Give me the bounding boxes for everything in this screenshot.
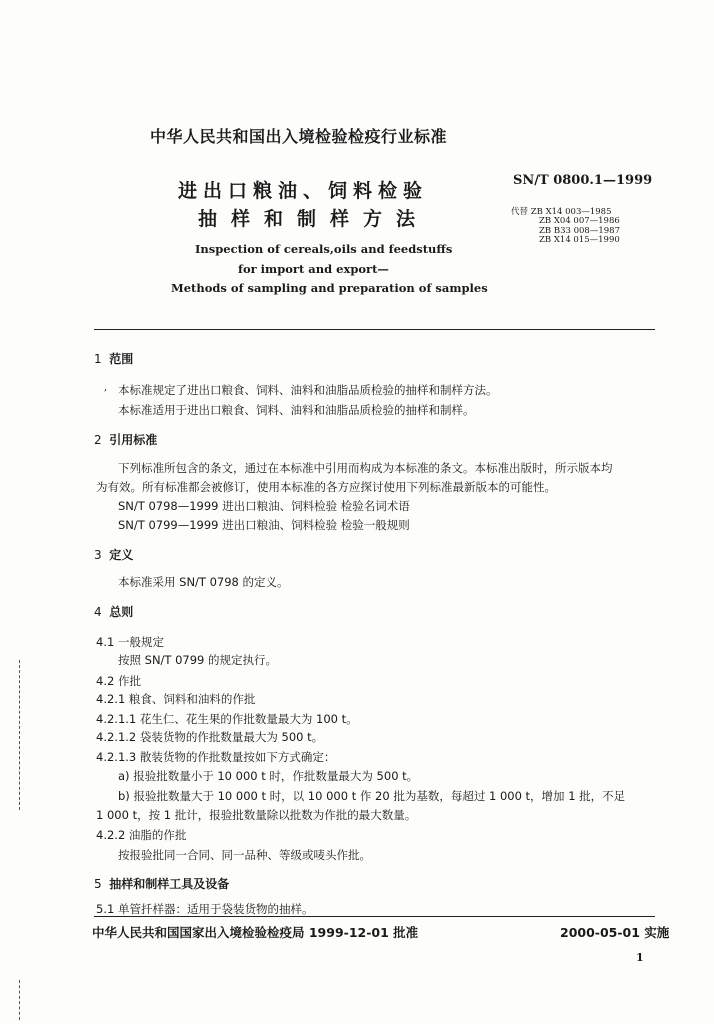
section-title: 范围 bbox=[109, 352, 134, 366]
section-heading bbox=[94, 350, 133, 367]
paragraph-line: 本标准采用 SN/T 0798 的定义。 bbox=[118, 575, 289, 589]
replaces-item: ZB X04 007—1986 bbox=[539, 216, 620, 227]
paragraph-line: SN/T 0799—1999 进出口粮油、饲料检验 检验一般规则 bbox=[118, 518, 410, 532]
title-en-line2: for import and export— bbox=[238, 262, 389, 276]
title-zh-line1: 进出口粮油、饲料检验 bbox=[178, 180, 429, 202]
footer-rule bbox=[94, 916, 655, 917]
paragraph-line: 本标准适用于进出口粮食、饲料、油料和油脂品质检验的抽样和制样。 bbox=[118, 403, 475, 417]
paragraph-line: 5.1 单管扦样器：适用于袋装货物的抽样。 bbox=[96, 902, 314, 916]
section-title: 引用标准 bbox=[109, 433, 158, 447]
issuer-header: 中华人民共和国出入境检验检疫行业标准 bbox=[150, 127, 448, 146]
scan-artifact-line bbox=[19, 980, 20, 1020]
section-heading bbox=[94, 546, 133, 563]
scan-artifact-line bbox=[19, 660, 20, 810]
paragraph-line: 按照 SN/T 0799 的规定执行。 bbox=[118, 653, 278, 667]
paragraph-line: 按报验批同一合同、同一品种、等级或唛头作批。 bbox=[118, 848, 371, 862]
paragraph-line: 本标准规定了进出口粮食、饲料、油料和油脂品质检验的抽样和制样方法。 bbox=[118, 383, 498, 397]
paragraph-line: 4.2.1 粮食、饲料和油料的作批 bbox=[96, 692, 256, 706]
approval-text: 中华人民共和国国家出入境检验检疫局 1999-12-01 批准 bbox=[92, 925, 419, 940]
section-number: 3 bbox=[94, 548, 102, 562]
paragraph-line: 4.2.2 油脂的作批 bbox=[96, 828, 187, 842]
replaces-item: ZB X14 003—1985 bbox=[530, 207, 612, 217]
effective-date: 2000-05-01 实施 bbox=[560, 925, 670, 940]
section-title: 定义 bbox=[109, 548, 134, 562]
section-title: 总则 bbox=[109, 605, 134, 619]
replaces-item: ZB X14 015—1990 bbox=[539, 235, 620, 246]
paragraph-line: SN/T 0798—1999 进出口粮油、饲料检验 检验名词术语 bbox=[118, 499, 410, 513]
paragraph-line: 4.2.1.2 袋装货物的作批数量最大为 500 t。 bbox=[96, 730, 324, 744]
header-rule bbox=[94, 329, 655, 330]
title-zh-line2: 抽样和制样方法 bbox=[198, 208, 430, 230]
paragraph-line: 下列标准所包含的条文，通过在本标准中引用而构成为本标准的条文。本标准出版时，所示版本均 bbox=[118, 461, 613, 475]
replaces-item: ZB B33 008—1987 bbox=[539, 225, 620, 236]
paragraph-line: 4.2 作批 bbox=[96, 674, 141, 688]
paragraph-line: 4.2.1.1 花生仁、花生果的作批数量最大为 100 t。 bbox=[96, 712, 358, 726]
section-heading bbox=[94, 431, 157, 448]
section-number: 2 bbox=[94, 433, 102, 447]
paragraph-line: 1 000 t，按 1 批计，报验批数量除以批数为作批的最大数量。 bbox=[96, 808, 417, 822]
standard-number: SN/T 0800.1—1999 bbox=[513, 173, 653, 188]
page-number: 1 bbox=[636, 951, 644, 964]
paragraph-line: 4.1 一般规定 bbox=[96, 635, 164, 649]
paragraph-line: a) 报验批数量小于 10 000 t 时，作批数量最大为 500 t。 bbox=[118, 769, 419, 783]
section-title: 抽样和制样工具及设备 bbox=[109, 877, 230, 891]
section-number: 4 bbox=[94, 605, 102, 619]
scan-artifact-mark: , bbox=[104, 382, 108, 393]
paragraph-line: b) 报验批数量大于 10 000 t 时，以 10 000 t 作 20 批为基数，每超过 1 000 t，增加 1 批，不足 bbox=[118, 789, 626, 803]
section-number: 1 bbox=[94, 352, 102, 366]
replaces-block bbox=[511, 208, 620, 246]
paragraph-line: 为有效。所有标准都会被修订，使用本标准的各方应探讨使用下列标准最新版本的可能性。 bbox=[96, 480, 556, 494]
paragraph-line: 4.2.1.3 散装货物的作批数量按如下方式确定： bbox=[96, 750, 336, 764]
section-number: 5 bbox=[94, 877, 102, 891]
section-heading bbox=[94, 603, 133, 620]
title-en-line1: Inspection of cereals,oils and feedstuffs bbox=[195, 242, 453, 256]
replaces-label: 代替 bbox=[511, 207, 529, 217]
title-en-line3: Methods of sampling and preparation of samples bbox=[171, 281, 488, 295]
section-heading bbox=[94, 875, 229, 892]
